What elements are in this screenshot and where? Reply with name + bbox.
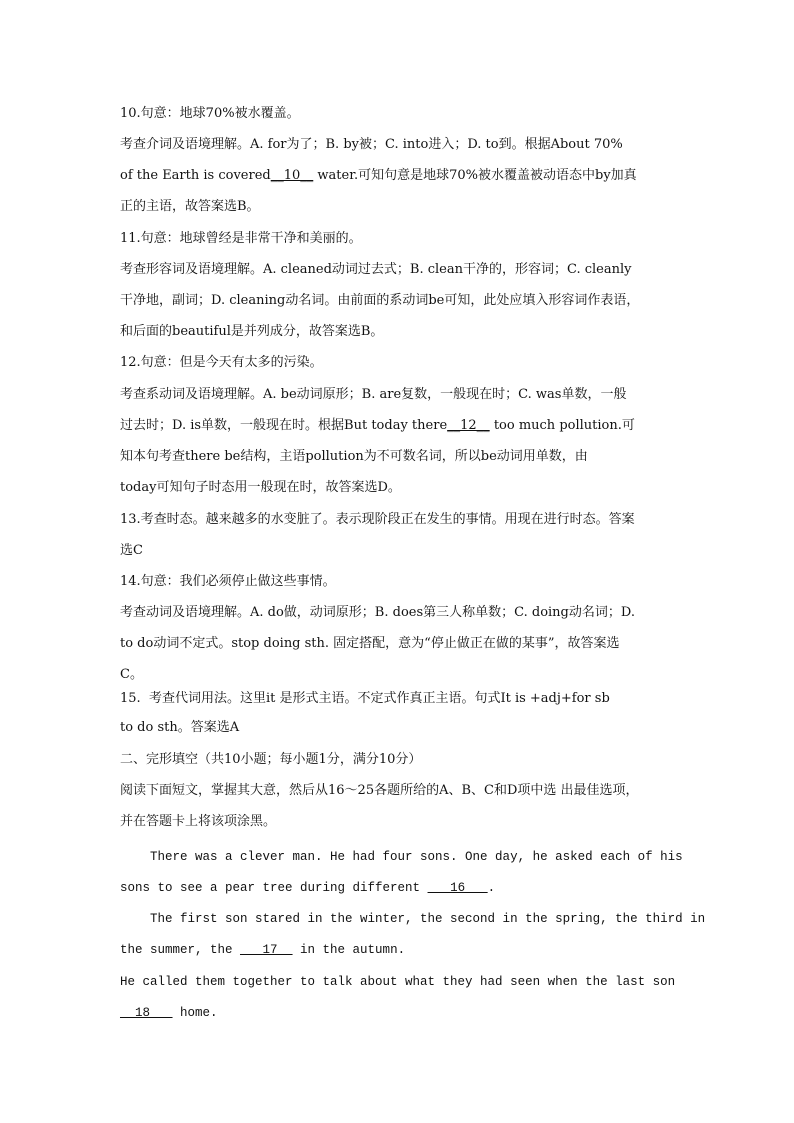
item-10-line-1: 考查介词及语境理解。A. for为了；B. by被；C. into进入；D. to到。根据About 70% (120, 137, 623, 152)
item-12-line-4: today可知句子时态用一般现在时，故答案选D。 (120, 480, 401, 495)
item-13-head: 13.考查时态。越来越多的水变脏了。表示现阶段正在发生的事情。用现在进行时态。答案 (120, 512, 635, 527)
text-segment: water.可知句意是地球70%被水覆盖被动语态中by加真 (313, 168, 637, 183)
text-segment: the summer, the (120, 943, 241, 957)
text-segment: too much pollution.可 (489, 418, 635, 433)
item-14-line-2: to do动词不定式。stop doing sth. 固定搭配，意为“停止做正在做的某事”，故答案选 (120, 636, 620, 651)
text-segment: of the Earth is covered (120, 168, 271, 183)
item-11-head: 11.句意：地球曾经是非常干净和美丽的。 (120, 231, 362, 246)
item-14-line-3: C。 (120, 667, 143, 682)
item-13-line-1: 选C (120, 543, 143, 558)
passage-line-3: The first son stared in the winter, the second in the spring, the third in (120, 912, 706, 926)
item-12-line-3: 知本句考查there be结构，主语pollution为不可数名词，所以be动词用单数，由 (120, 449, 588, 464)
item-14-line-1: 考查动词及语境理解。A. do做，动词原形；B. does第三人称单数；C. doing动名词；D. (120, 605, 635, 620)
text-segment: . (487, 881, 496, 895)
text-segment: home. (172, 1006, 218, 1020)
blank-18: __18___ (120, 1006, 173, 1020)
item-12-line-2 (120, 417, 680, 435)
passage-line-5: He called them together to talk about what they had seen when the last son (120, 975, 676, 989)
passage-line-4 (120, 941, 680, 959)
section-instructions-1: 阅读下面短文，掌握其大意，然后从16～25各题所给的A、B、C和D项中选 出最佳选项， (120, 783, 639, 798)
item-15-line-1: to do sth。答案选A (120, 720, 240, 735)
section-instructions-2: 并在答题卡上将该项涂黑。 (120, 814, 277, 829)
text-segment: 过去时；D. is单数，一般现在时。根据But today there (120, 418, 448, 433)
text-segment: sons to see a pear tree during different (120, 881, 428, 895)
item-10-line-2 (120, 167, 680, 185)
item-14-head: 14.句意：我们必须停止做这些事情。 (120, 574, 336, 589)
item-11-line-1: 考查形容词及语境理解。A. cleaned动词过去式；B. clean干净的，形容词；C. cleanly (120, 262, 632, 277)
item-10-head: 10.句意：地球70%被水覆盖。 (120, 106, 300, 121)
passage-line-2 (120, 879, 680, 897)
item-11-line-3: 和后面的beautiful是并列成分，故答案选B。 (120, 324, 384, 339)
blank-12: __12__ (447, 418, 490, 433)
item-10-line-3: 正的主语，故答案选B。 (120, 199, 260, 214)
passage-line-6 (120, 1004, 680, 1022)
item-12-head: 12.句意：但是今天有太多的污染。 (120, 355, 323, 370)
passage-line-1: There was a clever man. He had four sons. One day, he asked each of his (120, 850, 683, 864)
item-11-line-2: 干净地，副词；D. cleaning动名词。由前面的系动词be可知，此处应填入形容词作表语， (120, 293, 640, 308)
blank-16: ___16___ (427, 881, 488, 895)
item-12-line-1: 考查系动词及语境理解。A. be动词原形；B. are复数，一般现在时；C. was单数，一般 (120, 387, 627, 402)
item-15-head: 15. 考查代词用法。这里it 是形式主语。不定式作真正主语。句式It is +adj+for sb (120, 691, 610, 706)
blank-17: ___17__ (240, 943, 293, 957)
blank-10: __10__ (270, 168, 314, 183)
section-title: 二、完形填空（共10小题；每小题1分，满分10分） (120, 752, 422, 767)
text-segment: in the autumn. (292, 943, 406, 957)
